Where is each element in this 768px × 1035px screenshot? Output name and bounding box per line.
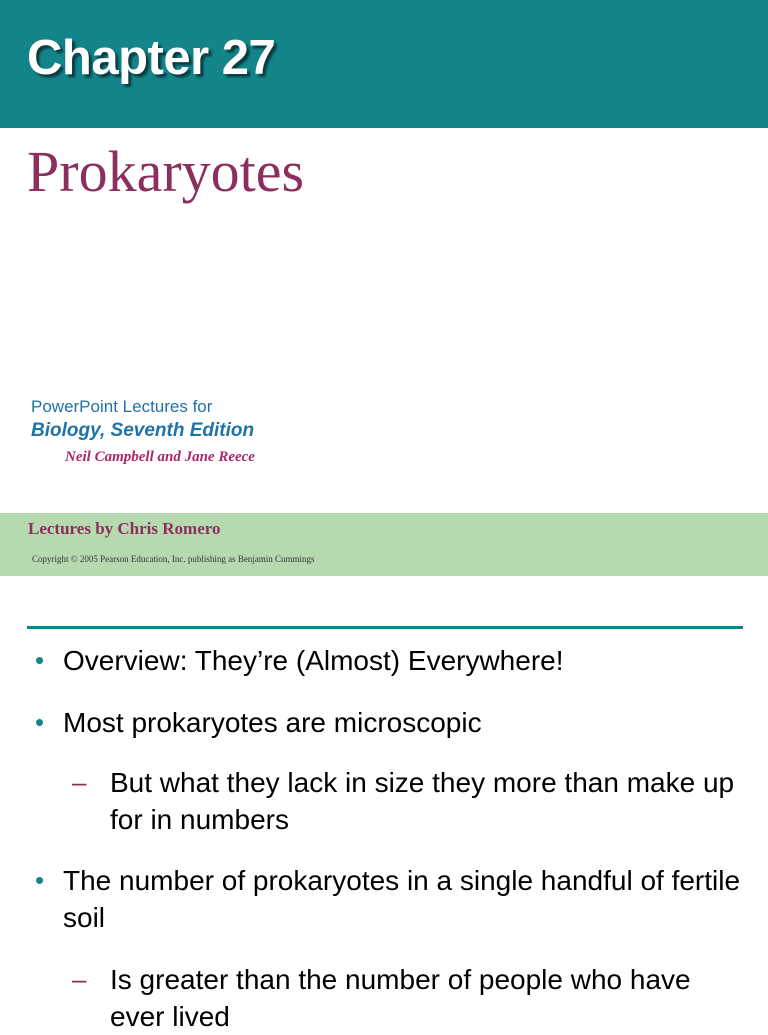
bullet-text: Most prokaryotes are microscopic	[63, 707, 482, 738]
bullet-text: Overview: They’re (Almost) Everywhere!	[63, 645, 564, 676]
slide-title: Prokaryotes	[27, 139, 305, 204]
bullet-marker: •	[35, 707, 45, 737]
header-band	[0, 0, 768, 128]
book-authors: Neil Campbell and Jane Reece	[65, 449, 255, 465]
sub-bullet-text: But what they lack in size they more than make up for in numbers	[110, 767, 735, 835]
book-title: Biology, Seventh Edition	[31, 420, 255, 441]
powerpoint-lectures-line: PowerPoint Lectures for	[31, 397, 213, 416]
bullet-marker: •	[35, 865, 45, 895]
chapter-title: Chapter 27	[27, 31, 276, 85]
copyright-notice: Copyright © 2005 Pearson Education, Inc. publishing as Benjamin Cummings	[32, 554, 315, 564]
title-divider	[27, 626, 743, 629]
bullet-marker: •	[35, 645, 45, 675]
content-slide	[0, 590, 768, 1032]
sub-bullet-marker: –	[72, 964, 87, 994]
credit-band	[0, 513, 768, 576]
bullet-text: The number of prokaryotes in a single handful of fertile soil	[63, 865, 741, 933]
lecturer-credit: Lectures by Chris Romero	[28, 519, 221, 538]
sub-bullet-marker: –	[72, 767, 87, 797]
sub-bullet-text: Is greater than the number of people who have ever lived	[110, 964, 691, 1032]
